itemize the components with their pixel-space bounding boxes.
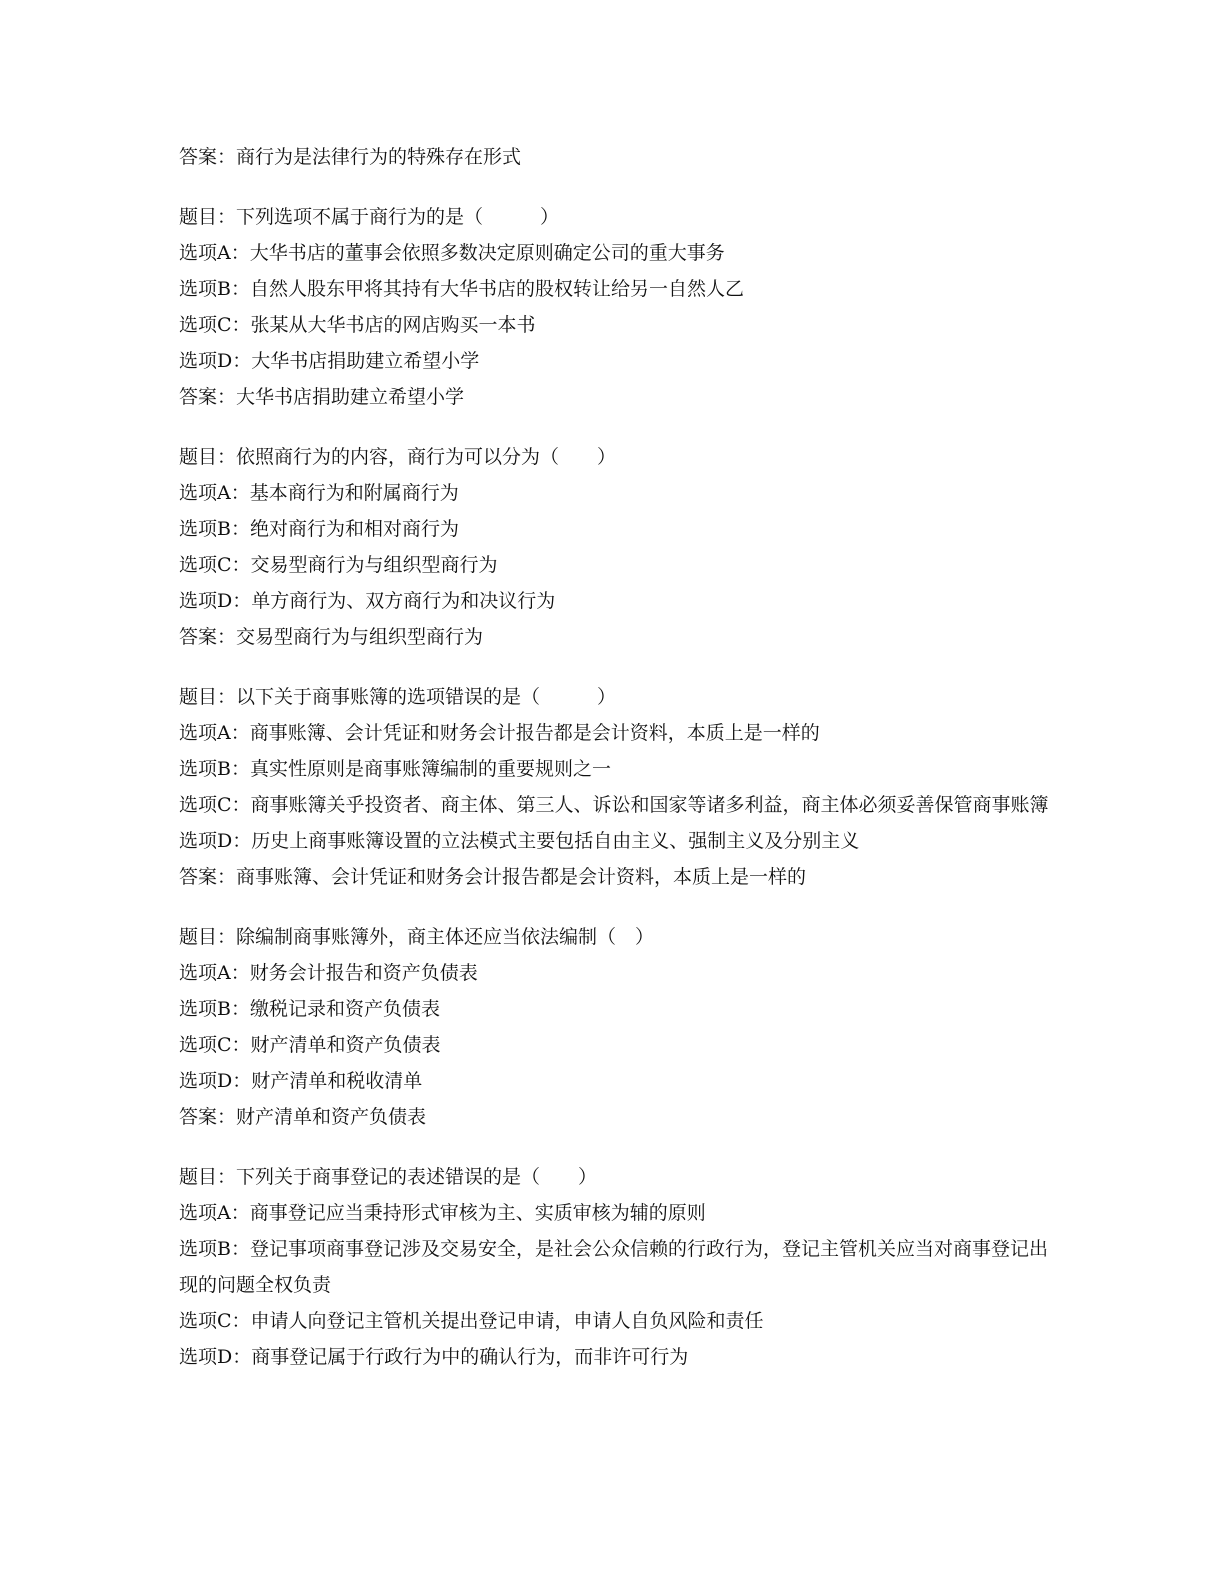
option-d: 选项D：大华书店捐助建立希望小学 xyxy=(179,350,480,372)
question-text: 题目：下列选项不属于商行为的是（ ） xyxy=(179,206,560,228)
answer-text: 答案：商事账簿、会计凭证和财务会计报告都是会计资料，本质上是一样的 xyxy=(179,866,807,888)
option-d: 选项D：历史上商事账簿设置的立法模式主要包括自由主义、强制主义及分别主义 xyxy=(179,830,860,852)
question-text: 题目：依照商行为的内容，商行为可以分为（ ） xyxy=(179,446,617,468)
answer-text: 答案：大华书店捐助建立希望小学 xyxy=(179,386,465,408)
option-d: 选项D：商事登记属于行政行为中的确认行为，而非许可行为 xyxy=(179,1346,689,1368)
option-a: 选项A：商事登记应当秉持形式审核为主、实质审核为辅的原则 xyxy=(179,1202,706,1224)
question-block-2 xyxy=(179,439,1049,655)
option-c: 选项C：商事账簿关乎投资者、商主体、第三人、诉讼和国家等诸多利益，商主体必须妥善保管商事账簿 xyxy=(179,794,1049,816)
option-c: 选项C：申请人向登记主管机关提出登记申请，申请人自负风险和责任 xyxy=(179,1310,764,1332)
option-b: 选项B：登记事项商事登记涉及交易安全，是社会公众信赖的行政行为，登记主管机关应当对商事登记出现的问题全权负责 xyxy=(179,1238,1048,1296)
option-b: 选项B：自然人股东甲将其持有大华书店的股权转让给另一自然人乙 xyxy=(179,278,744,300)
question-block-4 xyxy=(179,919,1049,1135)
option-c: 选项C：交易型商行为与组织型商行为 xyxy=(179,554,498,576)
answer-text: 答案：商行为是法律行为的特殊存在形式 xyxy=(179,146,522,168)
intro-answer-block xyxy=(179,139,1049,175)
option-d: 选项D：单方商行为、双方商行为和决议行为 xyxy=(179,590,556,612)
document-page xyxy=(179,139,1049,1399)
question-text: 题目：除编制商事账簿外，商主体还应当依法编制（ ） xyxy=(179,926,655,948)
option-a: 选项A：商事账簿、会计凭证和财务会计报告都是会计资料，本质上是一样的 xyxy=(179,722,820,744)
option-c: 选项C：财产清单和资产负债表 xyxy=(179,1034,441,1056)
option-c: 选项C：张某从大华书店的网店购买一本书 xyxy=(179,314,536,336)
question-block-5 xyxy=(179,1159,1049,1375)
option-a: 选项A：财务会计报告和资产负债表 xyxy=(179,962,478,984)
option-b: 选项B：真实性原则是商事账簿编制的重要规则之一 xyxy=(179,758,611,780)
option-a: 选项A：基本商行为和附属商行为 xyxy=(179,482,459,504)
option-a: 选项A：大华书店的董事会依照多数决定原则确定公司的重大事务 xyxy=(179,242,725,264)
option-b: 选项B：绝对商行为和相对商行为 xyxy=(179,518,459,540)
question-block-1 xyxy=(179,199,1049,415)
question-block-3 xyxy=(179,679,1049,895)
option-b: 选项B：缴税记录和资产负债表 xyxy=(179,998,440,1020)
question-text: 题目：以下关于商事账簿的选项错误的是（ ） xyxy=(179,686,617,708)
answer-text: 答案：财产清单和资产负债表 xyxy=(179,1106,427,1128)
answer-text: 答案：交易型商行为与组织型商行为 xyxy=(179,626,484,648)
question-text: 题目：下列关于商事登记的表述错误的是（ ） xyxy=(179,1166,598,1188)
option-d: 选项D：财产清单和税收清单 xyxy=(179,1070,423,1092)
